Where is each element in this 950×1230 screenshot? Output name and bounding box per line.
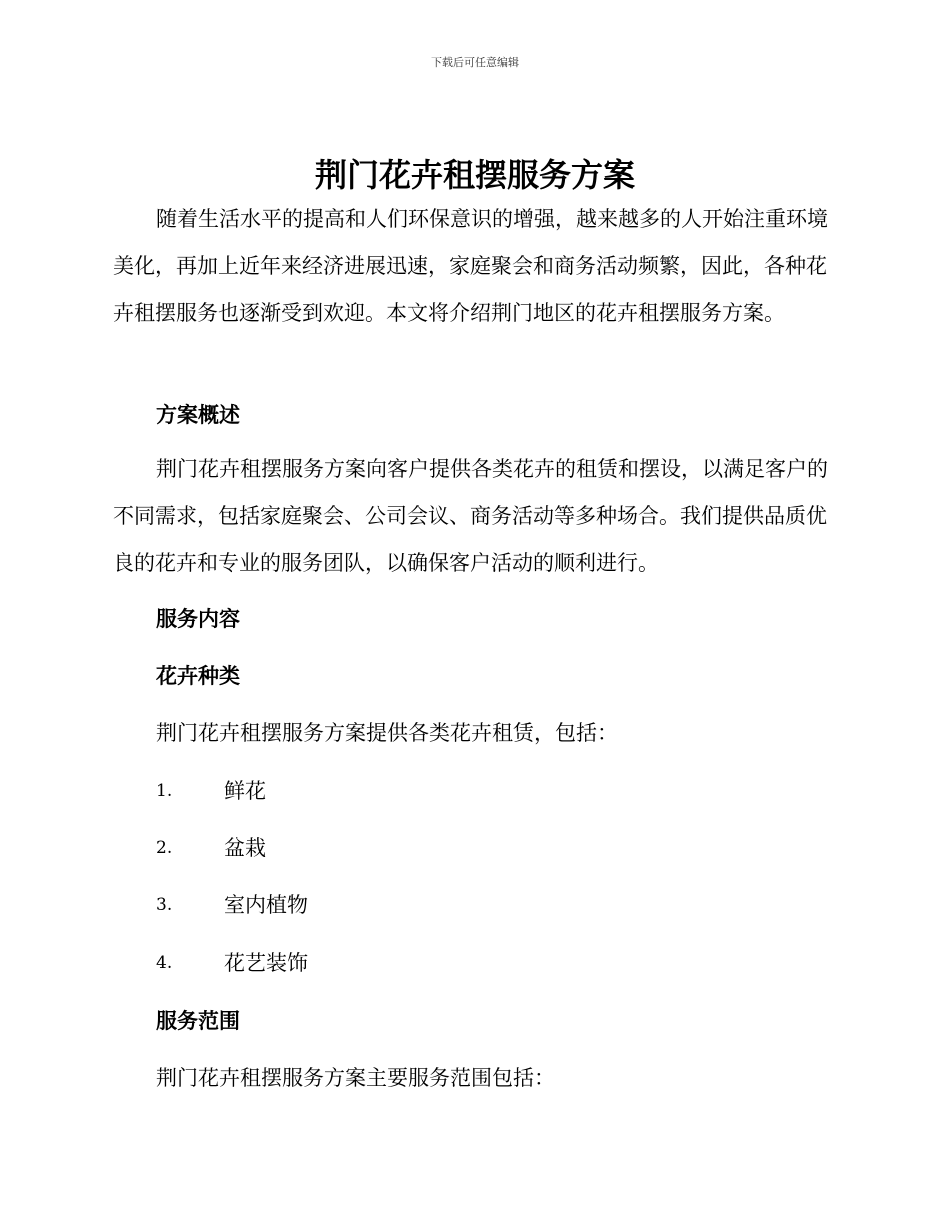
- overview-paragraph: 荆门花卉租摆服务方案向客户提供各类花卉的租赁和摆设，以满足客户的不同需求，包括家庭聚会、公司会议、商务活动等多种场合。我们提供品质优良的花卉和专业的服务团队，以确保客户活动的顺利进行。: [113, 457, 828, 575]
- list-item-text: 鲜花: [224, 779, 266, 803]
- section-heading-scope: 服务范围: [156, 1009, 240, 1033]
- list-item-number: 2.: [156, 838, 173, 858]
- section-heading-flower-types: 花卉种类: [156, 664, 240, 688]
- section-heading-service: 服务内容: [156, 607, 240, 631]
- list-item-text: 盆栽: [224, 836, 266, 860]
- list-item-number: 3.: [156, 895, 173, 915]
- document-title: 荆门花卉租摆服务方案: [314, 156, 635, 194]
- list-item-number: 1.: [156, 781, 173, 801]
- intro-paragraph: 随着生活水平的提高和人们环保意识的增强，越来越多的人开始注重环境美化，再加上近年来经济进展迅速，家庭聚会和商务活动频繁，因此，各种花卉租摆服务也逐渐受到欢迎。本文将介绍荆门地区的花卉租摆服务方案。: [113, 207, 828, 325]
- scope-lead: 荆门花卉租摆服务方案主要服务范围包括：: [156, 1066, 555, 1090]
- flower-types-lead: 荆门花卉租摆服务方案提供各类花卉租赁，包括：: [156, 721, 618, 745]
- list-item-number: 4.: [156, 953, 173, 973]
- page-header-note: 下载后可任意编辑: [431, 56, 519, 69]
- list-item-text: 花艺装饰: [224, 951, 308, 975]
- list-item-text: 室内植物: [224, 893, 308, 917]
- section-heading-overview: 方案概述: [156, 403, 240, 427]
